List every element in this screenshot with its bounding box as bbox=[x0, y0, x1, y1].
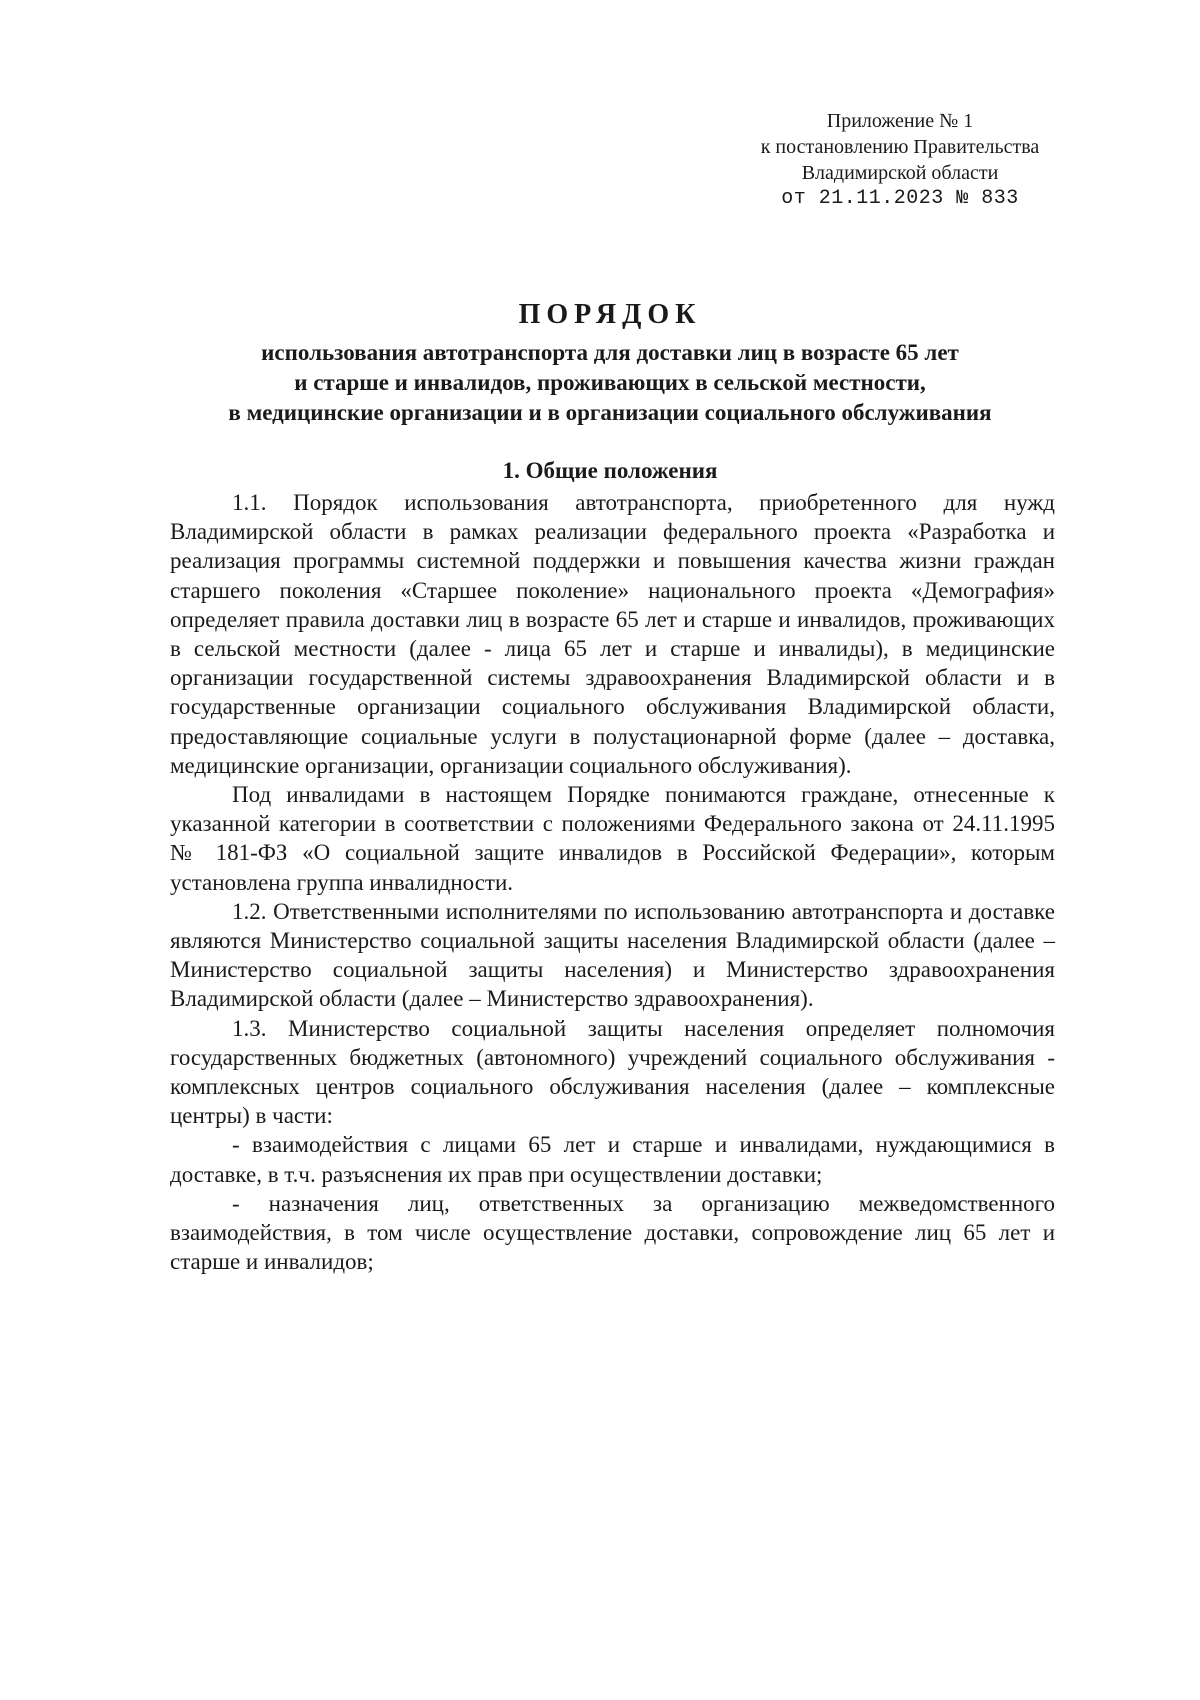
subtitle-line: и старше и инвалидов, проживающих в сельской местности, bbox=[294, 370, 926, 395]
decree-date-number bbox=[700, 186, 1100, 212]
decree-date: 21.11.2023 bbox=[818, 187, 944, 210]
list-item: - взаимодействия с лицами 65 лет и старше и инвалидами, нуждающимися в доставке, в т.ч. разъяснения их прав при осуществлении доставки; bbox=[170, 1132, 1055, 1187]
subtitle-line: использования автотранспорта для доставки лиц в возрасте 65 лет bbox=[261, 340, 959, 365]
list-item: - назначения лиц, ответственных за организацию межведомственного взаимодействия, в том числе осуществление доставки, сопровождение лиц 65 лет и старше и инвалидов; bbox=[170, 1190, 1055, 1275]
section-body bbox=[170, 488, 1055, 1276]
subtitle-line: в медицинские организации и в организации социального обслуживания bbox=[228, 400, 992, 425]
appendix-label: Приложение № 1 bbox=[826, 110, 974, 132]
document-subtitle bbox=[160, 338, 1060, 428]
document-title: ПОРЯДОК bbox=[518, 299, 702, 330]
paragraph-disabled-definition: Под инвалидами в настоящем Порядке понимаются граждане, отнесенные к указанной категории в соответствии с положениями Федерального закона от 24.11.1995 № 181-ФЗ «О социальной защите инвалидов в Российской Федерации», которым установлена группа инвалидности. bbox=[170, 782, 1055, 895]
date-prefix: от bbox=[781, 187, 807, 210]
number-prefix: № bbox=[956, 187, 969, 210]
paragraph-1-2: 1.2. Ответственными исполнителями по использованию автотранспорта и доставке являются Министерство социальной защиты населения Владимирской области (далее – Министерство социальной защиты населения) и Министерство здравоохранения Владимирской области (далее – Министерство здравоохранения). bbox=[170, 898, 1055, 1012]
paragraph-1-1: 1.1. Порядок использования автотранспорта, приобретенного для нужд Владимирской области в рамках реализации федерального проекта «Разработка и реализация программы системной поддержки и повышения качества жизни граждан старшего поколения «Старшее поколение» национального проекта «Демография» определяет правила доставки лиц в возрасте 65 лет и старше и инвалидов, проживающих в сельской местности (далее - лица 65 лет и старше и инвалиды), в медицинские организации государственной системы здравоохранения Владимирской области и в государственные организации социального обслуживания Владимирской области, предоставляющие социальные услуги в полустационарной форме (далее – доставка, медицинские организации, организации социального обслуживания). bbox=[170, 490, 1055, 778]
paragraph-1-3: 1.3. Министерство социальной защиты населения определяет полномочия государственных бюджетных (автономного) учреждений социального обслуживания - комплексных центров социального обслуживания населения (далее – комплексные центры) в части: bbox=[170, 1015, 1055, 1129]
document-title-block bbox=[160, 298, 1060, 428]
appendix-header bbox=[700, 108, 1100, 212]
appendix-region: Владимирской области bbox=[801, 162, 999, 184]
appendix-decree-ref: к постановлению Правительства bbox=[760, 136, 1040, 158]
decree-number: 833 bbox=[981, 187, 1019, 210]
section-heading: 1. Общие положения bbox=[502, 458, 718, 483]
